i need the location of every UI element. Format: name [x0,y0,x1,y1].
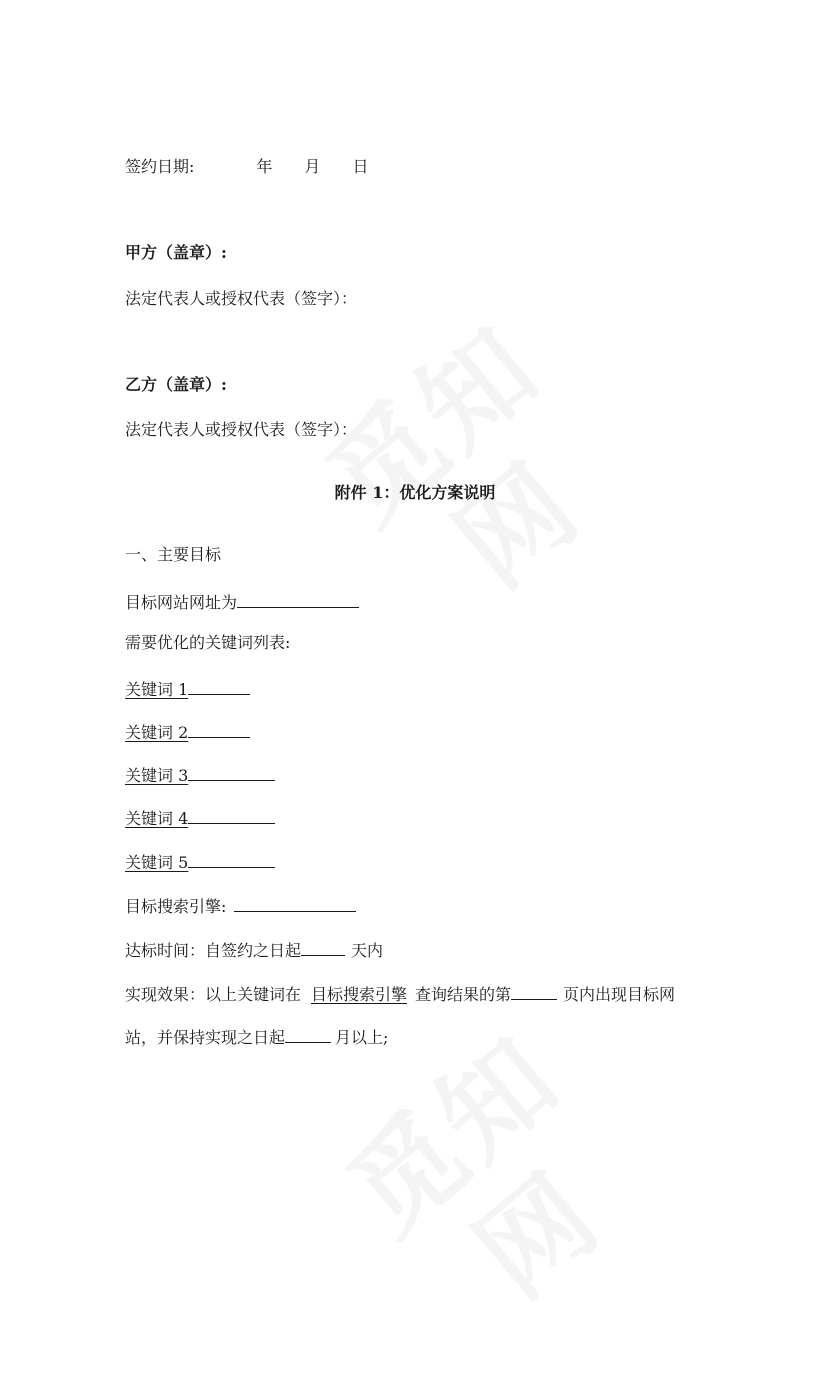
effect-page-blank [511,981,557,1000]
keyword-item [125,849,275,874]
keyword-item [125,676,250,701]
party-b-title: 乙方（盖章）: [125,375,227,394]
effect-suffix: 页内出现目标网 [563,985,676,1004]
keyword-5-blank [188,849,275,868]
effect-month-blank [285,1024,331,1043]
signing-month: 月 [304,157,321,176]
effect-line-2 [125,1024,388,1049]
keyword-4: 关键词 4 [125,809,189,828]
target-engine-line [125,893,356,918]
keywords-label: 需要优化的关键词列表: [125,633,291,652]
signing-date-line [125,156,368,178]
party-a-title: 甲方（盖章）: [125,243,227,262]
party-b-rep: 法定代表人或授权代表（签字）： [125,420,358,439]
signing-day: 日 [352,157,369,176]
keyword-item [125,805,275,830]
keyword-2: 关键词 2 [125,723,189,742]
effect-mid: 查询结果的第 [415,985,512,1004]
keyword-2-blank [188,719,250,738]
deadline-prefix: 达标时间：自签约之日起 [125,941,302,960]
target-site-label: 目标网站网址为 [125,593,238,612]
target-site-line [125,589,359,614]
target-site-blank [237,589,359,608]
keyword-3: 关键词 3 [125,766,189,785]
keyword-3-blank [188,762,275,781]
target-engine-blank [234,893,356,912]
section-main-goal: 一、主要目标 [125,545,222,564]
party-a-rep: 法定代表人或授权代表（签字）： [125,289,358,308]
signing-date-label: 签约日期: [125,157,195,176]
effect-line-1 [125,981,675,1006]
effect-line2-prefix: 站，并保持实现之日起 [125,1028,286,1047]
keyword-1-blank [188,676,250,695]
target-engine-label: 目标搜索引擎: [125,897,227,916]
effect-prefix: 实现效果：以上关键词在 [125,985,302,1004]
keyword-4-blank [188,805,275,824]
effect-line2-suffix: 月以上; [335,1028,389,1047]
effect-engine: 目标搜索引擎 [311,985,408,1004]
deadline-suffix: 天内 [351,941,384,960]
deadline-line [125,937,383,962]
annex-title: 附件 1：优化方案说明 [334,483,496,502]
deadline-blank [301,937,345,956]
keyword-1: 关键词 1 [125,680,189,699]
keyword-item [125,719,250,744]
keyword-5: 关键词 5 [125,853,189,872]
signing-year: 年 [256,157,273,176]
keyword-item [125,762,275,787]
